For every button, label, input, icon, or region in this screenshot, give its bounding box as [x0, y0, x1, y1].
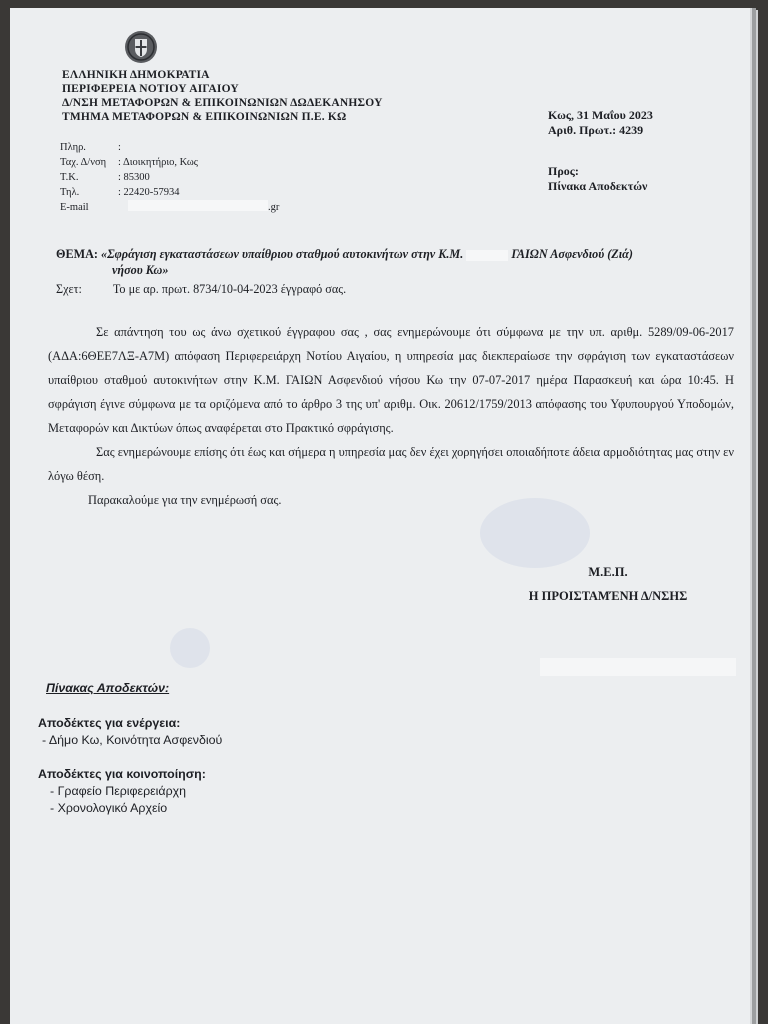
contact-value: :: [118, 142, 121, 153]
issuer-header: [62, 68, 383, 124]
recipient-block: [548, 164, 647, 194]
document-page: [10, 8, 750, 1024]
recipient-item: - Δήμο Κω, Κοινότητα Ασφενδιού: [42, 733, 223, 747]
header-line: ΤΜΗΜΑ ΜΕΤΑΦΟΡΩΝ & ΕΠΙΚΟΙΝΩΝΙΩΝ Π.Ε. ΚΩ: [62, 111, 347, 123]
signature-block: [508, 560, 708, 608]
subject-text: ΓΑΙΩΝ Ασφενδιού (Ζιά): [511, 247, 633, 261]
notify-recipients-label: Αποδέκτες για κοινοποίηση:: [38, 767, 206, 781]
stamp-mark: [170, 628, 210, 668]
subject-text: νήσου Κω»: [112, 263, 169, 277]
body-paragraph: Σας ενημερώνουμε επίσης ότι έως και σήμερα η υπηρεσία μας δεν έχει χορηγήσει οποιαδήποτε άδεια αρμοδιότητας μας στην εν λόγω θέση.: [48, 445, 734, 483]
recipient-item: - Χρονολογικό Αρχείο: [50, 801, 168, 815]
protocol-number: Αριθ. Πρωτ.: 4239: [548, 123, 644, 137]
action-recipients-label: Αποδέκτες για ενέργεια:: [38, 716, 181, 730]
contact-label: Ταχ. Δ/νση: [60, 157, 107, 168]
header-line: ΠΕΡΙΦΕΡΕΙΑ ΝΟΤΙΟΥ ΑΙΓΑΙΟΥ: [62, 83, 239, 95]
contact-value: : 85300: [118, 172, 150, 183]
recipients-list: [38, 680, 222, 817]
signature-title: Η ΠΡΟΙΣΤΑΜΈΝΗ Δ/ΝΣΗΣ: [528, 589, 688, 603]
header-line: ΕΛΛΗΝΙΚΗ ΔΗΜΟΚΡΑΤΙΑ: [62, 69, 210, 81]
contact-info: [60, 140, 279, 215]
redacted-area: [128, 200, 268, 211]
contact-value: : 22420-57934: [118, 187, 180, 198]
redacted-signature: [540, 658, 736, 676]
signature-line: Μ.Ε.Π.: [588, 565, 628, 579]
contact-row: [60, 185, 279, 200]
contact-label: Πληρ.: [60, 142, 86, 153]
contact-row: [60, 155, 279, 170]
contact-label: Τ.Κ.: [60, 172, 79, 183]
contact-label: Τηλ.: [60, 187, 80, 198]
body-paragraph: Παρακαλούμε για την ενημέρωσή σας.: [88, 493, 282, 507]
subject-label: ΘΕΜΑ:: [56, 247, 98, 261]
body-paragraph: Σε απάντηση του ως άνω σχετικού έγγραφου σας , σας ενημερώνουμε ότι σύμφωνα με την υπ. αριθμ. 5289/09-06-2017 (ΑΔΑ:6ΘΕΕ7ΛΞ-Α7Μ) απόφαση Περιφερειάρχη Νοτίου Αιγαίου, η υπηρεσία μας διεκπεραίωσε την σφράγιση των εγκαταστάσεων υπαίθριου σταθμού αυτοκινήτων στην Κ.Μ. ΓΑΙΩΝ Ασφενδιού νήσου Κω την 07-07-2017 ημέρα Παρασκευή και ώρα 10:45. Η σφράγιση έγινε σύμφωνα με τα οριζόμενα από το άρθρο 3 της υπ' αριθμ. Οικ. 20612/1759/2013 απόφασης του Υφυπουργού Υποδομών, Μεταφορών και Δικτύων όπως αναφέρεται στο Πρακτικό σφράγισης.: [48, 325, 734, 435]
document-meta: [548, 108, 653, 138]
reference-text: Το με αρ. πρωτ. 8734/10-04-2023 έγγραφό σας.: [112, 282, 347, 296]
contact-value: : Διοικητήριο, Κως: [118, 157, 198, 168]
contact-row: [60, 170, 279, 185]
greek-emblem-icon: [124, 30, 158, 64]
contact-row: [60, 200, 279, 215]
contact-label: E-mail: [60, 202, 89, 213]
subject-text: «Σφράγιση εγκαταστάσεων υπαίθριου σταθμού αυτοκινήτων στην Κ.Μ.: [101, 247, 464, 261]
recipient-item: - Γραφείο Περιφερειάρχη: [50, 784, 187, 798]
header-line: Δ/ΝΣΗ ΜΕΤΑΦΟΡΩΝ & ΕΠΙΚΟΙΝΩΝΙΩΝ ΔΩΔΕΚΑΝΗΣΟΥ: [62, 97, 383, 109]
recipient-value: Πίνακα Αποδεκτών: [548, 179, 648, 193]
contact-value: .gr: [268, 202, 280, 213]
document-date: Κως, 31 Μαΐου 2023: [548, 108, 653, 122]
recipients-title: Πίνακας Αποδεκτών:: [46, 681, 170, 695]
reference-line: [56, 282, 346, 297]
recipient-label: Προς:: [548, 164, 579, 178]
redacted-area: [466, 250, 508, 261]
letter-body: [48, 320, 734, 512]
subject-line: [56, 246, 726, 278]
contact-row: [60, 140, 279, 155]
reference-label: Σχετ:: [56, 282, 82, 296]
